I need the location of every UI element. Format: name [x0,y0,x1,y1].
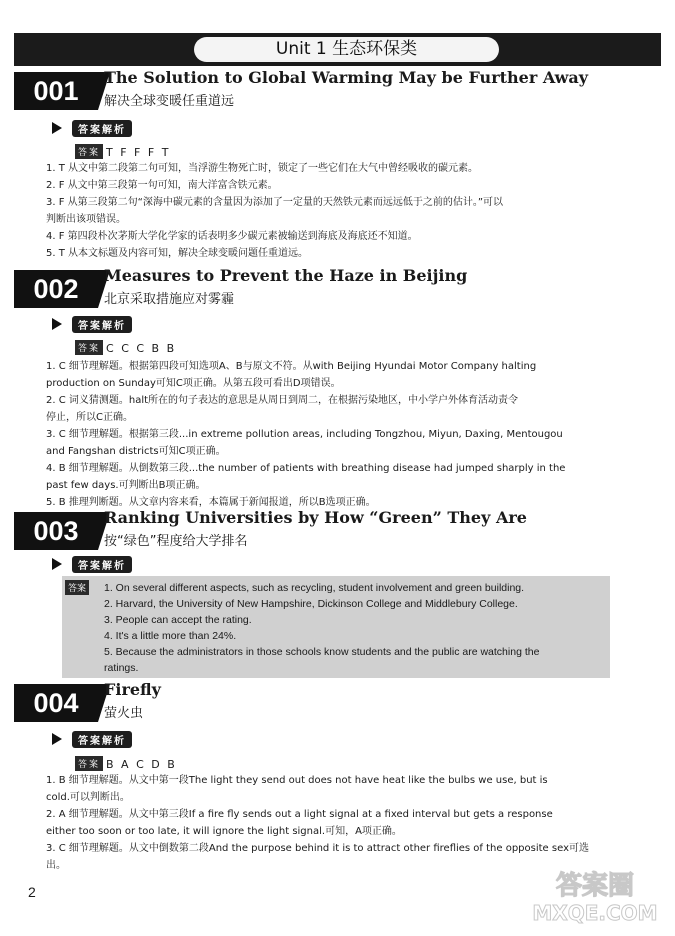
triangle-icon [52,558,62,570]
section-title-en: The Solution to Global Warming May be Further Away [104,68,589,87]
section-003-header [14,508,674,554]
section-title-en: Measures to Prevent the Haze in Beijing [104,266,468,285]
explanation-line: and Fangshan districts可知C项正确。 [46,446,226,457]
watermark-text: 答案圈 [555,871,635,901]
explanation-line: 出。 [46,860,66,871]
explanation-line: 4. B 细节理解题。从倒数第三段...the number of patients with breathing disease had jumped sharply in the [46,463,566,474]
section-004-header [14,680,674,726]
answer-item: 1. On several different aspects, such as recycling, student involvement and green building. [104,582,525,594]
section-001-explanations [46,160,606,262]
explanation-line: 1. B 细节理解题。从文中第一段The light they send out does not have heat like the bulbs we use, but is [46,775,548,786]
explanation-line: 5. T 从本文标题及内容可知，解决全球变暖问题任重道远。 [46,248,309,259]
answer-item: ratings. [104,662,139,674]
triangle-icon [52,318,62,330]
section-number: 001 [14,72,98,110]
unit-title: Unit 1 生态环保类 [194,37,499,62]
triangle-icon [52,733,62,745]
explanation-line: 4. F 第四段朴次茅斯大学化学家的话表明多少碳元素被输送到海底及海底还不知道。 [46,231,418,242]
explanation-line: 1. C 细节理解题。根据第四段可知选项A、B与原文不符。从with Beijing Hyundai Motor Company halting [46,361,537,372]
explanation-line: 5. B 推理判断题。从文章内容来看，本篇属于新闻报道，所以B选项正确。 [46,497,376,508]
section-002-header [14,266,674,312]
answer-tag: 答案 [75,756,103,771]
section-title-zh: 北京采取措施应对雾霾 [104,292,235,307]
explanation-line: production on Sunday可知C项正确。从第五段可看出D项错误。 [46,378,341,389]
section-number: 003 [14,512,98,550]
explanation-line: 2. F 从文中第三段第一句可知，南大洋富含铁元素。 [46,180,278,191]
explanation-line: either too soon or too late, it will ignore the light signal.可知，A项正确。 [46,826,402,837]
triangle-icon [52,122,62,134]
answer-tag: 答案 [75,340,103,355]
watermark-logo [525,862,665,928]
explanation-line: 3. C 细节理解题。从文中倒数第二段And the purpose behind it is to attract other fireflies of the opposite sex可选 [46,843,589,854]
section-001-header [14,68,674,114]
section-number: 002 [14,270,98,308]
section-title-zh: 解决全球变暖任重道远 [104,94,235,109]
answer-key: 答案 T F F F T [75,144,170,159]
section-title-zh: 按“绿色”程度给大学排名 [104,534,248,549]
answer-key: 答案 B A C D B [75,756,177,771]
section-title-en: Firefly [104,680,161,699]
answer-item: 5. Because the administrators in those schools know students and the public are watching the [104,646,540,658]
answer-item: 4. It's a little more than 24%. [104,630,237,642]
explanation-line: 1. T 从文中第二段第二句可知，当浮游生物死亡时，锁定了一些它们在大气中曾经吸收的碳元素。 [46,163,479,174]
answer-item: 3. People can accept the rating. [104,614,252,626]
explanation-line: 停止，所以C正确。 [46,412,133,423]
explanation-line: 判断出该项错误。 [46,214,126,225]
explanation-line: past few days.可判断出B项正确。 [46,480,206,491]
explanation-line: 3. F 从第三段第二句“深海中碳元素的含量因为添加了一定量的天然铁元素而远远低于之前的估计。”可以 [46,197,504,208]
answer-item: 2. Harvard, the University of New Hampshire, Dickinson College and Middlebury College. [104,598,518,610]
explanation-line: 2. C 词义猜测题。halt所在的句子表达的意思是从周日到周二，在根据污染地区，中小学户外体育活动责令 [46,395,519,406]
answer-tag: 答案 [75,144,103,159]
explanation-line: 3. C 细节理解题。根据第三段...in extreme pollution areas, including Tongzhou, Miyun, Daxing, Mentougou [46,429,563,440]
section-003-answer-box [62,576,610,678]
section-002-explanations [46,358,606,511]
section-number: 004 [14,684,98,722]
section-title-zh: 萤火虫 [104,706,144,721]
page-number: 2 [28,884,36,900]
section-004-explanations [46,772,606,874]
answer-key: 答案 C C C B B [75,340,176,355]
unit-header-bar [14,33,661,66]
section-title-en: Ranking Universities by How “Green” They Are [104,508,527,527]
explanation-line: cold.可以判断出。 [46,792,130,803]
explanation-line: 2. A 细节理解题。从文中第三段If a fire fly sends out a light signal at a fixed interval but gets a response [46,809,553,820]
answer-tag: 答案 [65,580,89,595]
watermark-url: MXQE.COM [532,901,658,925]
